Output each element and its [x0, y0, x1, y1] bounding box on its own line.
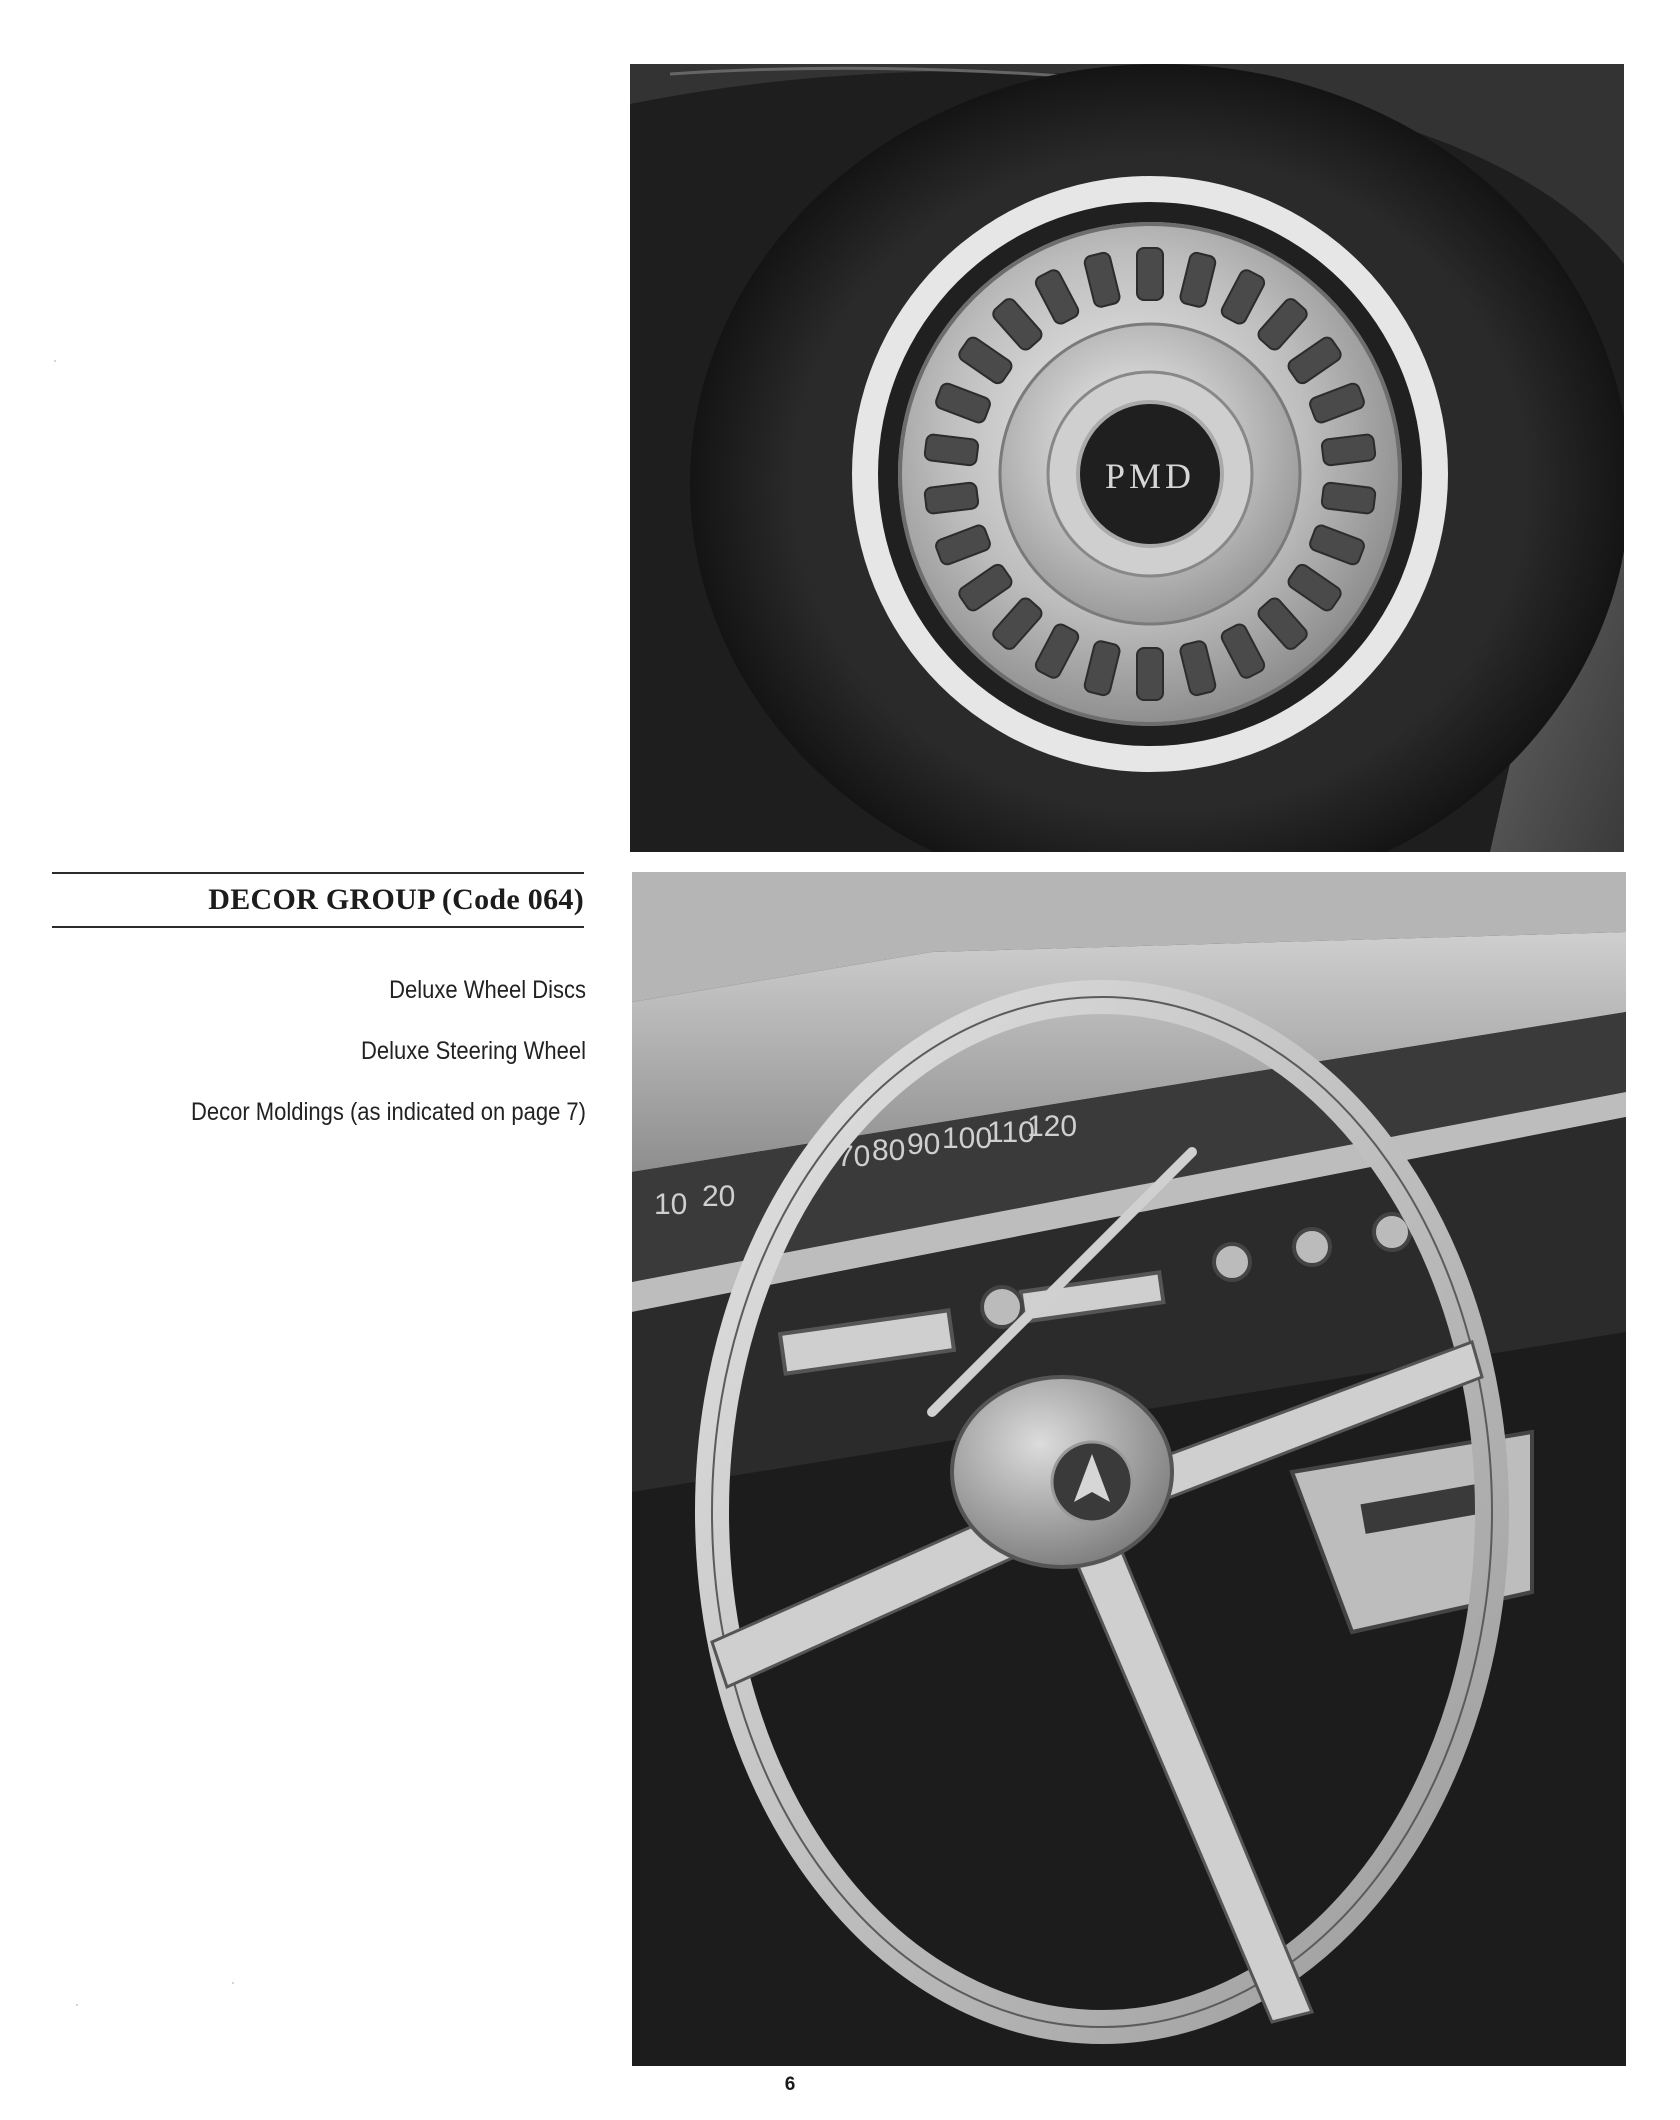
- feature-list: [52, 960, 586, 1143]
- vent-slot: [1321, 482, 1376, 514]
- steering-wheel-illustration: [632, 872, 1626, 2066]
- speedometer-number: 100: [942, 1122, 993, 1155]
- speedometer-number: 110: [987, 1116, 1035, 1149]
- wheel-disc-photo: [630, 64, 1624, 852]
- vent-slot: [924, 434, 979, 466]
- vent-slot: [924, 482, 979, 514]
- speedometer-number: 70: [837, 1140, 871, 1173]
- speedometer-number: 80: [872, 1134, 906, 1167]
- speedometer-number: 10: [654, 1188, 688, 1221]
- heading-rule-top: [52, 872, 584, 874]
- hubcap-emblem-text: PMD: [1104, 456, 1196, 496]
- feature-item: Deluxe Steering Wheel: [360, 1037, 586, 1065]
- vent-slot: [1137, 648, 1163, 700]
- steering-wheel-photo: [632, 872, 1626, 2066]
- speedometer-number: 120: [1027, 1110, 1078, 1143]
- page-number: 6: [784, 2074, 796, 2095]
- vent-slot: [1137, 248, 1163, 300]
- speedometer-number: 90: [907, 1128, 941, 1161]
- speedometer-number: 20: [702, 1180, 736, 1213]
- feature-item: Deluxe Wheel Discs: [389, 976, 586, 1004]
- speedometer-number: 60: [800, 1146, 834, 1179]
- wheel-disc-illustration: [630, 64, 1624, 852]
- vent-slot: [1321, 434, 1376, 466]
- feature-item: Decor Moldings (as indicated on page 7): [190, 1098, 586, 1126]
- heading-rule-bottom: [52, 926, 584, 928]
- section-heading: DECOR GROUP (Code 064): [208, 883, 584, 916]
